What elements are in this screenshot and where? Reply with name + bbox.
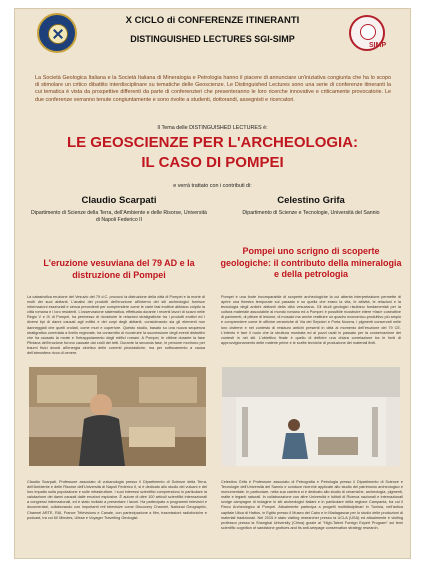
intro-paragraph: La Società Geologica Italiana e la Società Italiana di Mineralogia e Petrologia hanno il piacere di annunciare un'iniziativa congiunta che ha lo scopo di stimolare un critico dibattito interdisciplinare su tematiche delle Geoscienze. Le Distinguished Lectures sono una serie di conferenze itineranti la cui tematica è vista da prospettive differenti da parte di conferenzieri che presenteranno le loro ricerche innovative e criticamente provocatorie. Le due conferenze verranno tenute congiuntamente e sono rivolte a studenti, dottorandi, assegnisti e ricercatori. xyxy=(35,75,391,103)
left-talk-title: L'eruzione vesuviana del 79 AD e la distruzione di Pompei xyxy=(43,258,195,280)
poster xyxy=(14,8,411,559)
left-speaker-affiliation: Dipartimento di Scienze della Terra, dell'Ambiente e delle Risorse, Università di Napoli Federico II xyxy=(31,210,207,223)
left-speaker-photo xyxy=(29,367,206,466)
right-speaker-affiliation: Dipartimento di Scienze e Tecnologie, Università del Sannio xyxy=(242,210,380,216)
right-talk-title: Pompei uno scrigno di scoperte geologiche: il contributo della mineralogia e della petrologia xyxy=(220,246,402,279)
right-speaker-bio: Celestino Grifa è Professore associato di Petrografia e Petrologia presso il Dipartimento di Scienze e Tecnologie dell'Università del Sannio e conduce ricerche applicate allo studio del patrimonio archeologico e monumentale. In particolare, nella sua carriera si è dedicato allo studio di ceramiche, archeologia, pigmenti, malte e leganti naturali. In collaborazione con altre Università e Istituti di Ricerca nazionali e internazionali svolge campagne di indagine in siti archeologici italiani e in particolare della regione Campania, tra cui il Parco Archeologico di Pompei. Attualmente partecipa a progetti multidisciplinari in Tunisia, nell'antica capitale Utica di Hattus, in Egitto presso il Museo del Cairo e in Madagascar per lo studio delle produzioni di materiali tradizionali. Nel 2015 è stato visiting researcher presso la UCLA (USA) ed attualmente è visiting professor presso la Shanghai University (China) grazie al "High-Talent Foreign Expert Program" sui temi scientific cognition of sandstone grottoes and its anti-seepage conservation strategy research. xyxy=(221,480,403,530)
cycle-heading: X CICLO di CONFERENZE ITINERANTI xyxy=(125,15,300,26)
theme-label: Il Tema delle DISTINGUISHED LECTURES è: xyxy=(157,125,268,131)
main-title-line2: IL CASO DI POMPEI xyxy=(141,154,284,171)
right-speaker-photo xyxy=(222,367,400,466)
right-speaker-name: Celestino Grifa xyxy=(277,195,345,206)
left-abstract: La catastrofica eruzione del Vesuvio del 79 d.C. provocò la distruzione della città di Pompei e la morte di molti dei suoi abitanti. L'analisi dei prodotti dell'eruzione all'interno dei siti archeologici fornisce informazioni essenziali e senza precedenti per comprendere come le varie fasi eruttive abbiano colpito la città romana e i loro residenti. L'osservazione sistematica, effettuata durante i recenti lavori di scavo nelle Regio V e IX di Pompei, ha permesso di ricostruire le relazioni stratigrafiche tra i prodotti eruttivi ed i diversi tipi di danni causati agli edifici e dei corpi degli abitanti, considerando sia gli elementi non danneggiati che quelli crollati, come muri e coperture. Questo studio, basato su una nuova sequenza stratigrafica corredata a livello regionale, ha consentito di ricostruire la successione degli eventi distruttivi che ha causato la morte e l'intrappolamento degli edifici romani. A Pompei, le vittime durante la fase Pliniana dell'eruzione furono causate dai crolli dei tetti. Durante la seconda fase, le persone morirono per traumi fisici dovuti all'energia cinetica delle correnti piroclastiche, ma per soffocamento a causa dell'atmosfera ricca di cenere. xyxy=(27,295,205,356)
right-abstract: Pompei è una fonte incomparabile di scoperte archeologiche la cui attenta interpretazione permette di aprire una finestra temporale sul passato e su quella che erano la vita, le attività, le relazioni e la tecnologia degli antichi abitanti della città vesuviana. Gli studi geologici risultano fondamentali per la cultura materiale associabile al mondo romano ed a Pompei: è possibile ricostruire intere «fasi» costruttive di pavimenti, di pitture di lesione, di mosaici ma anche restituire un quadro economico-produttivo più ampio e comprendere come le officine ceramiche di Via dei Sepolcri e Porta Nocera, i pigmenti conservati nelle loro cisterne e nel contesto di restauro antichi presenti in città al momento dell'eruzione del 79 CE. L'intento è fare il ruolo che la struttura mostrata ed ai pozzi usati in passato per la conservazione dei contesti in nei siti. L'obiettivo finale è quello di definire una chiara correlazione tra le fonti di approvvigionamento delle materie prime e le scelte tecniche di produzione dei materiali finiti. xyxy=(221,295,401,345)
left-speaker-name: Claudio Scarpati xyxy=(81,195,157,206)
left-speaker-bio: Claudio Scarpati, Professore associato di vulcanologia presso il Dipartimento di Scienze della Terra, dell'Ambiente e delle Risorse dell'Università di Napoli Federico II, si è dedicato allo studio dei vulcani e del loro impatto sulla popolazione e sulle infrastrutture. I suoi interessi scientifici comprendono in particolare la valutazione dei danni causati dalle eruzioni esplosive. È autore di oltre 100 articoli scientifici internazionali a congressi internazionali, ed è stato invitato a presentare i lavori. Ha partecipato a programmi televisivi e documentari, collaborando con importanti reti televisive come Discovery Channel, National Geographic, Channel ARTE, RAI, France Télévisions e Canale, con partecipazione a film, trasmissioni radiofoniche e podcast, tra cui 60 Minutes, Ulisse e Voyager Travelling Geologist. xyxy=(27,480,207,520)
simp-logo-text: SIMP xyxy=(369,42,387,49)
contributors-label: e verrà trattato con i contributi di: xyxy=(173,183,252,189)
series-heading: DISTINGUISHED LECTURES SGI-SIMP xyxy=(130,34,295,44)
main-title-line1: LE GEOSCIENZE PER L'ARCHEOLOGIA: xyxy=(66,134,359,151)
